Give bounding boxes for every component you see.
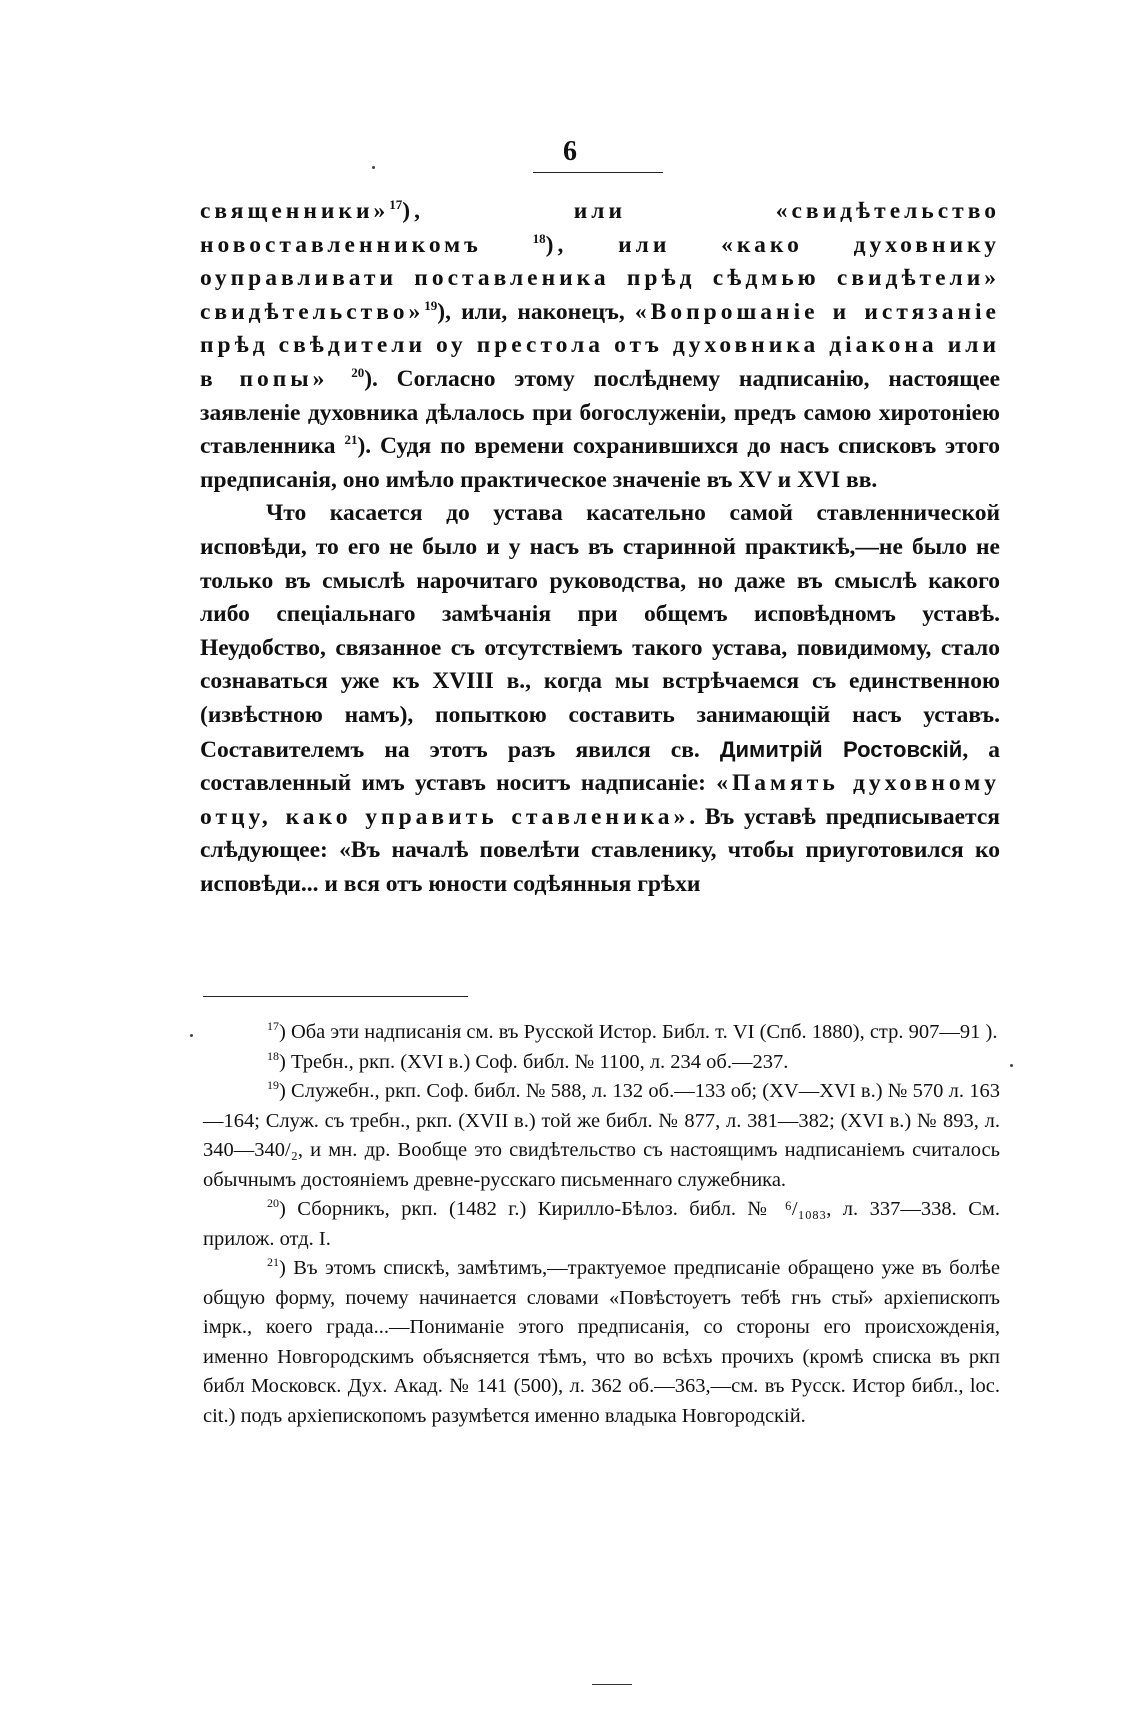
paragraph-1: [200, 195, 1000, 497]
footnote-20: [203, 1195, 1000, 1254]
footnote-18: [203, 1048, 1000, 1078]
print-speck: [1010, 1064, 1013, 1067]
text-segment: . Въ уставѣ предписывается слѣдующее: «Въ началѣ повелѣти ставленику, чтобы приуготовился ко исповѣди... и вся отъ юности содѣянныя грѣхи: [200, 803, 1001, 897]
text-segment: священники»: [200, 198, 390, 224]
footnote-number: 19: [267, 1078, 279, 1092]
print-speck: [372, 166, 375, 169]
footnote-text: ) Оба эти надписанія см. въ Русской Истор. Библ. т. VI (Спб. 1880), стр. 907—91 ).: [279, 1021, 998, 1043]
footnote-text: ) Служебн., ркп. Соф. библ. № 588, л. 132 об.—133 об; (XV—XVI в.) № 570 л. 163—164; Служ. съ требн., ркп. (XVII в.) той же библ. № 877, л. 381—382; (XVI в.) № 893, л. 340—340/₂, и мн. др. Вообще это свидѣтельство съ настоящимъ надписаніемъ считалось обычнымъ достояніемъ древне-русскаго письменнаго служебника.: [203, 1080, 1000, 1191]
footnote-number: 21: [267, 1255, 279, 1269]
footnote-19: [203, 1077, 1000, 1195]
text-segment: , а составленный имъ уставъ носитъ надписаніе:: [200, 736, 1001, 797]
print-speck: [190, 1034, 193, 1037]
footnote-rule: [203, 996, 468, 997]
footnote-ref: 18: [532, 230, 546, 246]
text-segment: Что касается до устава касательно самой ставленнической исповѣди, то его не было и у насъ въ старинной практикѣ,—не было не только въ смыслѣ нарочитаго руководства, но даже въ смыслѣ какого либо спеціальнаго замѣчанія при общемъ исповѣдномъ уставѣ. Неудобство, связанное съ отсутствіемъ такого устава, повидимому, стало сознаваться уже къ XVIII в., когда мы встрѣчаемся съ единственною (извѣстною намъ), попыткою составить занимающій насъ уставъ. Составителемъ на этотъ разъ явился св.: [200, 500, 1000, 763]
author-name: Димитрій Ростовскій: [719, 736, 963, 762]
text-segment: ). Согласно этому послѣднему надписанію, настоящее заявленіе духовника дѣлалось при богослуженіи, предъ самою хиротоніею ставленника: [200, 365, 1000, 460]
footnote-text: ) Сборникъ, ркп. (1482 г.) Кирилло-Бѣлоз. библ. № ⁶/₁₀₈₃, л. 337—338. См. прилож. отд. I.: [203, 1198, 1000, 1250]
footnote-ref: 21: [344, 432, 358, 448]
footnotes: [203, 1018, 1000, 1431]
paragraph-2: [200, 497, 1000, 901]
text-segment: «Память духовному отцу, како управить ставленика»: [200, 770, 1000, 830]
footnote-21: [203, 1254, 1000, 1431]
text-segment: ), или, наконецъ,: [437, 298, 635, 325]
header-rule: [533, 172, 663, 173]
page-number: 6: [563, 136, 577, 167]
footnote-ref: 20: [351, 364, 365, 380]
footnote-ref: 19: [424, 297, 438, 313]
footnote-text: ) Требн., ркп. (XVI в.) Соф. библ. № 1100, л. 234 об.—237.: [279, 1050, 789, 1073]
footnote-text: ) Въ этомъ спискѣ, замѣтимъ,—трактуемое предписаніе обращено уже въ болѣе общую форму, почему начинается словами «Повѣстоуетъ тебѣ гнъ сты̆» архіепископъ імрк., коего града...—Пониманіе этого предписанія, со стороны его происхожденія, именно Новгородскимъ объясняется тѣмъ, что во всѣхъ прочихъ (кромѣ списка въ ркп библ Московск. Дух. Акад. № 141 (500), л. 362 об.—363,—см. въ Русск. Истор библ., loc. cit.) подъ архіепископомъ разумѣется именно владыка Новгородскій.: [203, 1257, 1000, 1427]
text-segment: ), или «свидѣтельство новоставленникомъ: [200, 198, 1000, 258]
bottom-rule: [592, 1684, 632, 1685]
text-segment: ), или «како духовнику оуправливати поставленика прѣд сѣдмью свидѣтели» свидѣтельство»: [200, 231, 1000, 325]
text-segment: «Вопрошаніе и истязаніе прѣд свѣдители оу престола отъ духовника діакона или в попы»: [200, 298, 1000, 392]
main-text: [200, 195, 1000, 901]
footnote-17: [203, 1018, 1000, 1048]
footnote-number: 20: [267, 1196, 279, 1210]
text-segment: ). Судя по времени сохранившихся до насъ списковъ этого предписанія, оно имѣло практическое значеніе въ XV и XVI вв.: [200, 433, 1001, 493]
footnote-number: 18: [267, 1048, 279, 1063]
footnote-ref: 17: [389, 197, 403, 212]
footnote-number: 17: [267, 1019, 279, 1033]
